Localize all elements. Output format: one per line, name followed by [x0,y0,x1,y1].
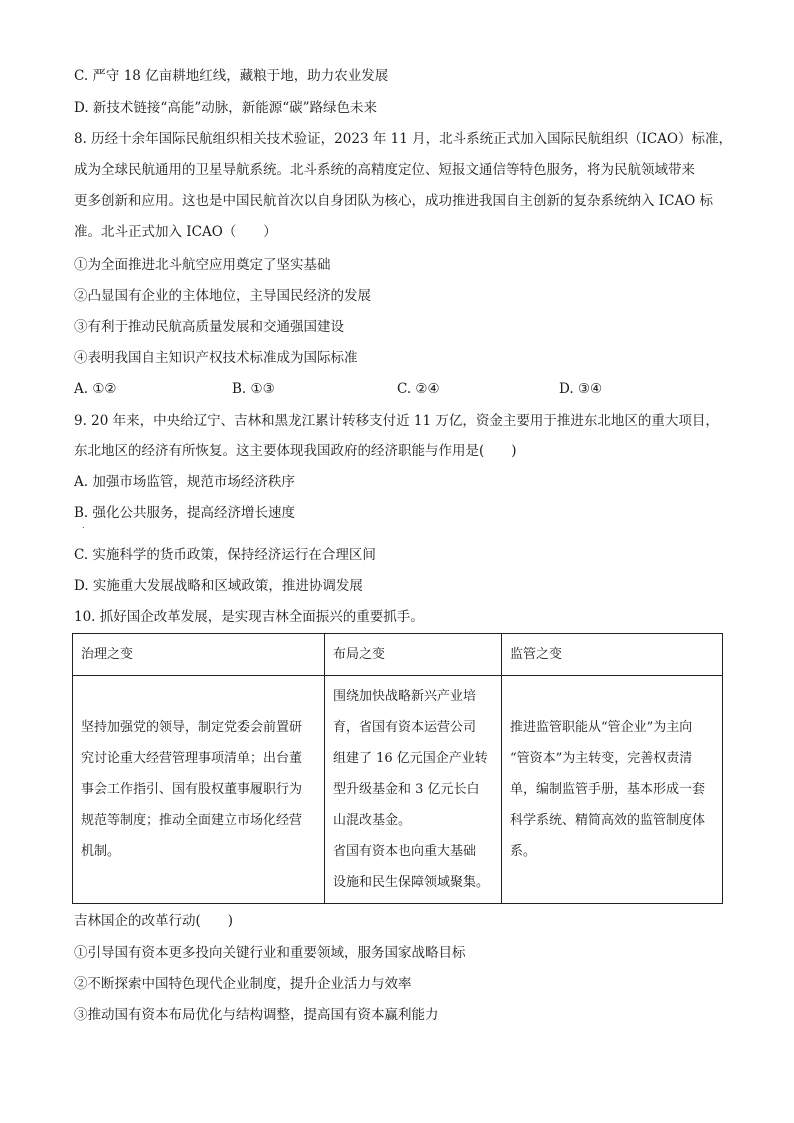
q9-stem-line-2: 东北地区的经济有所恢复。这主要体现我国政府的经济职能与作用是( ) [74,443,517,459]
cell-layout [325,676,502,904]
cell-line: 坚持加强党的领导，制定党委会前置研 [81,720,303,735]
cell-line: 省国有资本也向重大基础 [333,844,477,859]
cell-line: 究讨论重大经营管理事项清单；出台董 [81,751,303,766]
table-body-row [73,676,723,904]
q10-statement-1: ①引导国有资本更多投向关键行业和重要领域，服务国家战略目标 [74,945,466,961]
cell-supervision [502,676,723,904]
cell-line: 山混改基金。 [333,813,412,828]
q10-prompt: 吉林国企的改革行动( ) [74,913,234,929]
cell-line: 组建了 16 亿元国企产业转 [333,751,488,766]
cell-line: 型升级基金和 3 亿元长白 [333,782,480,797]
cell-governance [73,676,325,904]
header-layout: 布局之变 [325,634,502,676]
q8-option-a[interactable]: A. ①② [74,381,117,397]
q8-statement-4: ④表明我国自主知识产权技术标准成为国际标准 [74,350,358,366]
q10-stem: 10. 抓好国企改革发展，是实现吉林全面振兴的重要抓手。 [74,609,424,625]
q8-option-b[interactable]: B. ①③ [232,381,275,397]
q10-statement-3: ③推动国有资本布局优化与结构调整，提高国有资本赢利能力 [74,1007,439,1023]
q8-stem-line-1: 8. 历经十余年国际民航组织相关技术验证，2023 年 11 月，北斗系统正式加入国际民航组织（ICAO）标准， [74,131,733,147]
q9-stem-line-1: 9. 20 年来，中央给辽宁、吉林和黑龙江累计转移支付近 11 万亿，资金主要用于推进东北地区的重大项目， [74,413,719,429]
table-header-row [73,634,723,676]
cell-line: 推进监管职能从“管企业”为主向 [510,720,693,735]
cell-line: 事会工作指引、国有股权董事履职行为 [81,782,303,797]
cell-line: 设施和民生保障领域聚集。 [333,875,490,890]
q8-options [74,379,734,399]
q8-statement-2: ②凸显国有企业的主体地位，主导国民经济的发展 [74,288,371,304]
q8-option-c[interactable]: C. ②④ [397,381,440,397]
q7-option-c: C. 严守 18 亿亩耕地红线，藏粮于地，助力农业发展 [74,68,389,84]
cell-line: 机制。 [81,844,121,859]
q9-option-c[interactable]: C. 实施科学的货币政策，保持经济运行在合理区间 [74,547,376,563]
cell-line: 育，省国有资本运营公司 [333,720,477,735]
cell-line: 系。 [510,844,537,859]
q9-option-a[interactable]: A. 加强市场监管，规范市场经济秩序 [74,474,295,490]
cell-line: “管资本”为主转变，完善权责清 [510,751,693,766]
header-governance: 治理之变 [73,634,325,676]
cell-line: 围绕加快战略新兴产业培 [333,689,477,704]
cell-line: 规范等制度；推动全面建立市场化经营 [81,813,303,828]
q9-option-d[interactable]: D. 实施重大发展战略和区域政策，推进协调发展 [74,578,363,594]
header-supervision: 监管之变 [502,634,723,676]
q8-stem-line-2: 成为全球民航通用的卫星导航系统。北斗系统的高精度定位、短报文通信等特色服务，将为民航领域带来 [74,162,695,178]
q10-statement-2: ②不断探索中国特色现代企业制度，提升企业活力与效率 [74,976,412,992]
q9-option-b[interactable]: B. 强化公共服务，提高经济增长速度 [74,505,296,521]
q8-option-d[interactable]: D. ③④ [559,381,603,397]
q8-statement-1: ①为全面推进北斗航空应用奠定了坚实基础 [74,257,331,273]
q7-option-d: D. 新技术链接“高能”动脉，新能源“碳”路绿色未来 [74,100,378,116]
stray-dot: . [82,521,85,530]
q8-stem-line-4: 准。北斗正式加入 ICAO（ ） [74,224,277,240]
q8-statement-3: ③有利于推动民航高质量发展和交通强国建设 [74,319,344,335]
cell-line: 科学系统、精简高效的监管制度体 [510,813,706,828]
q8-stem-line-3: 更多创新和应用。这也是中国民航首次以自身团队为核心，成功推进我国自主创新的复杂系统纳入 ICAO 标 [74,193,714,209]
reform-table [72,633,723,904]
cell-line: 单，编制监管手册，基本形成一套 [510,782,706,797]
